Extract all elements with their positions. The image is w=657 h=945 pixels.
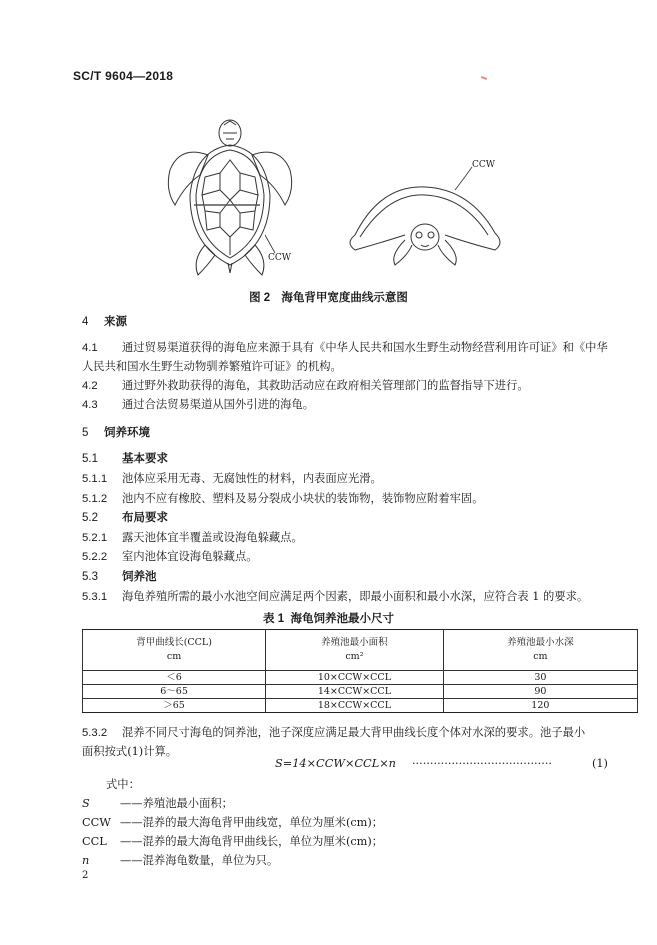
header-ccl-unit: cm (166, 651, 182, 662)
figure-caption-number: 图 2 (249, 292, 271, 304)
clause-5-2-title: 布局要求 (122, 512, 168, 524)
header-depth-label: 养殖池最小水深 (507, 637, 574, 648)
var-symbol: CCL (82, 835, 107, 848)
turtle-illustration (150, 115, 530, 280)
clause-5-3-heading (82, 568, 157, 584)
where-var-ccl (82, 833, 383, 849)
clause-4-1-number: 4.1 (82, 342, 98, 354)
clause-4-3-number: 4.3 (82, 399, 98, 411)
clause-5-2-2-number: 5.2.2 (82, 551, 108, 563)
header-ccl-label: 背甲曲线长(CCL) (136, 637, 212, 648)
document-code: SC/T 9604—2018 (73, 69, 174, 83)
section-5-heading (82, 424, 150, 440)
cell-area: 10×CCW×CCL (266, 671, 444, 685)
section-5-title: 饲养环境 (104, 427, 150, 439)
page-number: 2 (82, 870, 89, 881)
section-4-title: 来源 (104, 316, 127, 328)
cell-ccl: ＜6 (83, 671, 266, 685)
var-symbol: S (82, 797, 90, 810)
header-depth-unit: cm (533, 651, 548, 662)
clause-5-2-1-number: 5.2.1 (82, 532, 108, 544)
turtle-figure (150, 115, 530, 280)
clause-5-1-2-number: 5.1.2 (82, 493, 108, 505)
where-var-n (82, 852, 278, 868)
clause-5-3-1-number: 5.3.1 (82, 591, 108, 603)
table-header-row (83, 630, 638, 671)
cell-area: 18×CCW×CCL (266, 699, 444, 713)
clause-5-1-heading (82, 450, 168, 466)
table-row (83, 699, 638, 713)
clause-5-2-heading (82, 509, 168, 525)
turtle-top-view (168, 120, 291, 275)
table-1-caption-text: 海龟饲养池最小尺寸 (290, 613, 394, 625)
table-1-caption-number: 表 1 (263, 613, 285, 625)
where-var-ccw (82, 814, 383, 830)
clause-4-3-text: 通过合法贸易渠道从国外引进的海龟。 (122, 398, 315, 411)
var-desc: ——混养的最大海龟背甲曲线长，单位为厘米(cm)； (120, 835, 384, 848)
table-1-caption (0, 610, 657, 626)
clause-4-2-text: 通过野外救助获得的海龟，其救助活动应在政府相关管理部门的监督指导下进行。 (122, 379, 529, 392)
var-desc: ——混养的最大海龟背甲曲线宽，单位为厘米(cm)； (120, 816, 384, 829)
clause-5-3-title: 饲养池 (122, 571, 157, 583)
formula-expression: S=14×CCW×CCL×n (275, 757, 396, 770)
header-area-unit: cm² (345, 651, 364, 662)
clause-5-3-2-text1: 混养不同尺寸海龟的饲养池，池子深度应满足最大背甲曲线长度个体对水深的要求。池子最小 (122, 726, 586, 739)
clause-5-3-2-number: 5.3.2 (82, 727, 108, 739)
header-area-label: 养殖池最小面积 (321, 637, 388, 648)
header-depth (443, 630, 637, 671)
clause-5-3-2-line2: 面积按式(1)计算。 (82, 745, 178, 758)
section-5-number: 5 (82, 427, 89, 439)
clause-4-2 (82, 377, 529, 393)
clause-5-3-2-line1 (82, 724, 585, 740)
clause-5-1-1-number: 5.1.1 (82, 473, 108, 485)
header-ccl (83, 630, 266, 671)
stray-mark (481, 76, 487, 80)
clause-5-3-number: 5.3 (82, 571, 98, 583)
var-symbol: n (82, 854, 90, 867)
clause-5-1-2-text: 池内不应有橡胶、塑料及易分裂成小块状的装饰物，装饰物应附着牢固。 (122, 492, 484, 505)
figure-caption-text: 海龟背甲宽度曲线示意图 (281, 292, 408, 304)
clause-5-2-1-text: 露天池体宜半覆盖或设海龟躲藏点。 (122, 531, 303, 544)
clause-5-2-2 (82, 548, 258, 564)
clause-5-3-1-text: 海龟养殖所需的最小水池空间应满足两个因素，即最小面积和最小水深，应符合表 1 的要求。 (122, 590, 589, 603)
clause-5-3-1 (82, 588, 588, 604)
table-row (83, 671, 638, 685)
table-row (83, 685, 638, 699)
clause-5-2-1 (82, 529, 303, 545)
ccw-label-left: CCW (268, 253, 292, 263)
clause-5-1-title: 基本要求 (122, 453, 168, 465)
turtle-front-view (350, 167, 500, 265)
section-4-number: 4 (82, 316, 89, 328)
section-4-heading (82, 313, 127, 329)
table-1 (82, 629, 638, 713)
clause-5-1-2 (82, 490, 484, 506)
cell-depth: 90 (443, 685, 637, 699)
cell-ccl: ＞65 (83, 699, 266, 713)
cell-depth: 30 (443, 671, 637, 685)
where-var-s (82, 795, 233, 811)
figure-caption (0, 289, 657, 305)
formula-number: (1) (591, 757, 608, 770)
clause-5-1-1-text: 池体应采用无毒、无腐蚀性的材料，内表面应光滑。 (122, 472, 382, 485)
clause-4-1-text1: 通过贸易渠道获得的海龟应来源于具有《中华人民共和国水生野生动物经营利用许可证》和《中华 (122, 341, 608, 354)
clause-4-1-line2: 人民共和国水生野生动物驯养繁殖许可证》的机构。 (82, 360, 342, 373)
clause-4-3 (82, 396, 314, 412)
var-symbol: CCW (82, 816, 111, 829)
var-desc: ——混养海龟数量，单位为只。 (120, 854, 279, 867)
header-area (266, 630, 444, 671)
cell-depth: 120 (443, 699, 637, 713)
clause-4-1-line1 (82, 339, 608, 355)
cell-ccl: 6～65 (83, 685, 266, 699)
clause-5-1-1 (82, 470, 382, 486)
var-desc: ——养殖池最小面积； (120, 797, 233, 810)
clause-5-1-number: 5.1 (82, 453, 98, 465)
clause-5-2-number: 5.2 (82, 512, 98, 524)
clause-5-2-2-text: 室内池体宜设海龟躲藏点。 (122, 550, 258, 563)
ccw-label-right: CCW (472, 160, 496, 170)
formula-1 (275, 757, 608, 770)
formula-dots: ······································· (411, 757, 553, 770)
cell-area: 14×CCW×CCL (266, 685, 444, 699)
clause-4-2-number: 4.2 (82, 380, 98, 392)
where-label: 式中： (106, 778, 140, 791)
